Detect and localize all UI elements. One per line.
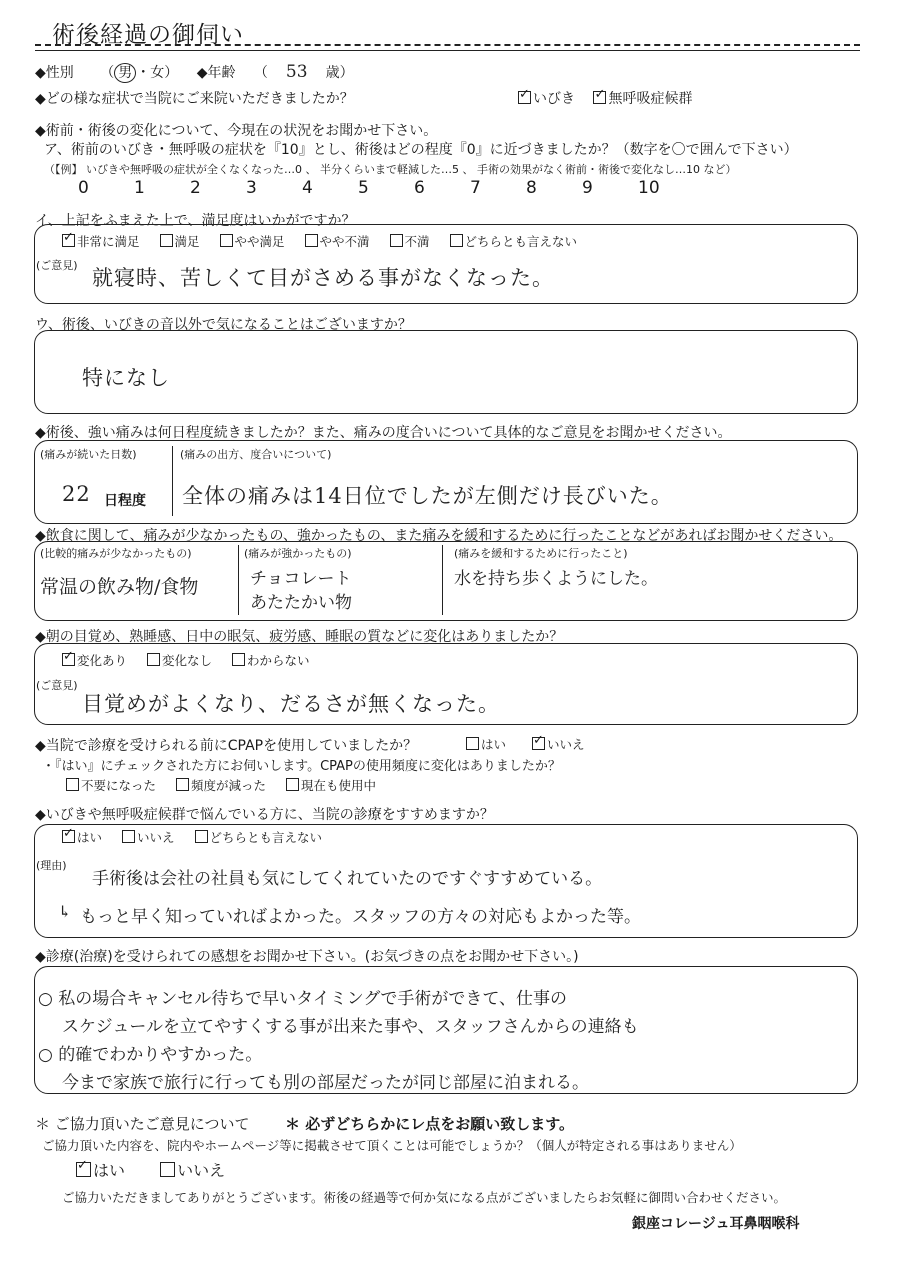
- age-value[interactable]: 53: [285, 62, 308, 82]
- scale-5[interactable]: 5: [358, 178, 369, 198]
- option-recommend-neutral: どちらとも言えない: [209, 830, 323, 845]
- age-unit: 歳: [325, 65, 340, 81]
- footer-consent-options: [76, 1158, 225, 1181]
- clinic-name: 銀座コレージュ耳鼻咽喉科: [632, 1216, 800, 1232]
- satisfaction-question: イ、上記をふまえた上で、満足度はいかがですか？: [35, 213, 356, 229]
- title-rule: [35, 44, 860, 51]
- footer-note-1: ＊ ご協力頂いたご意見について: [35, 1115, 250, 1133]
- option-somewhat-satisfied: やや満足: [234, 234, 285, 249]
- scale-8[interactable]: 8: [526, 178, 537, 198]
- morning-opinion-label: (ご意見): [36, 679, 78, 692]
- checkbox-cpap-yes[interactable]: [466, 737, 479, 750]
- consent-no-label: いいえ: [177, 1161, 226, 1180]
- food-col3-label: (痛みを緩和するために行ったこと): [454, 547, 628, 560]
- option-changed: 変化あり: [77, 653, 128, 668]
- pain-degree-answer[interactable]: 全体の痛みは14日位でしたが左側だけ長びいた。: [182, 484, 673, 508]
- cpap-sub-options: [66, 776, 376, 794]
- checkbox-consent-yes[interactable]: [76, 1162, 91, 1177]
- checkbox-recommend-yes[interactable]: [62, 830, 75, 843]
- pain-days-label: (痛みが続いた日数): [40, 448, 137, 461]
- checkbox-somewhat-satisfied[interactable]: [220, 234, 233, 247]
- checkbox-recommend-neutral[interactable]: [195, 830, 208, 843]
- scale-3[interactable]: 3: [246, 178, 257, 198]
- impression-line-1[interactable]: ○ 私の場合キャンセル待ちで早いタイミングで手術ができて、仕事の: [38, 989, 568, 1009]
- checkbox-consent-no[interactable]: [160, 1162, 175, 1177]
- symptoms-question: ◆どの様な症状で当院にご来院いただきましたか？: [35, 91, 354, 107]
- option-neutral: どちらとも言えない: [464, 234, 578, 249]
- age-label: ◆年齢: [196, 65, 236, 81]
- scale-9[interactable]: 9: [582, 178, 593, 198]
- satisfaction-answer[interactable]: 就寝時、苦しくて目がさめる事がなくなった。: [92, 266, 554, 290]
- food-col2-answer-1[interactable]: チョコレート: [250, 569, 352, 589]
- checkbox-neutral[interactable]: [450, 234, 463, 247]
- option-reduced: 頻度が減った: [191, 778, 267, 793]
- checkbox-very-satisfied[interactable]: [62, 234, 75, 247]
- gender-label: ◆性別: [35, 65, 74, 81]
- consent-yes-label: はい: [93, 1161, 126, 1180]
- footer-thanks: ご協力いただきましてありがとうございます。術後の経過等で何か気になる点がございましたらお気軽に御問い合わせください。: [62, 1190, 787, 1205]
- checkbox-no-change[interactable]: [147, 653, 160, 666]
- checkbox-satisfied[interactable]: [160, 234, 173, 247]
- cpap-subquestion: ・『はい』にチェックされた方にお伺いします。CPAPの使用頻度に変化はありましたか？: [42, 759, 561, 774]
- symptoms-options: [518, 88, 692, 108]
- other-answer[interactable]: 特になし: [82, 366, 170, 390]
- checkbox-snoring[interactable]: [518, 91, 531, 104]
- option-recommend-yes: はい: [77, 830, 103, 845]
- footer-note-2: ＊ 必ずどちらかにレ点をお願い致します。: [285, 1115, 575, 1133]
- pain-question: ◆術後、強い痛みは何日程度続きましたか？また、痛みの度合いについて具体的なご意見をお聞かせください。: [35, 425, 732, 441]
- food-divider-2: [442, 545, 443, 615]
- scale-2[interactable]: 2: [190, 178, 201, 198]
- food-divider-1: [238, 545, 239, 615]
- checkbox-somewhat-dissatisfied[interactable]: [305, 234, 318, 247]
- gender-male-option[interactable]: 男: [114, 63, 136, 83]
- change-example: （【例】 いびきや無呼吸の症状が全くなくなった…0 、 半分くらいまで軽減した…5 、 手術の効果がなく術前・術後で変化なし…10 など）: [44, 163, 737, 176]
- checkbox-recommend-no[interactable]: [122, 830, 135, 843]
- food-col1-label: (比較的痛みが少なかったもの): [40, 547, 192, 560]
- scale-6[interactable]: 6: [414, 178, 425, 198]
- cpap-question: ◆当院で診療を受けられる前にCPAPを使用していましたか？: [35, 738, 418, 754]
- food-question: ◆飲食に関して、痛みが少なかったもの、強かったもの、また痛みを緩和するために行ったことなどがあればお聞かせください。: [35, 528, 843, 544]
- checkbox-changed[interactable]: [62, 653, 75, 666]
- checkbox-reduced[interactable]: [176, 778, 189, 791]
- checkbox-still-using[interactable]: [286, 778, 299, 791]
- scale-10[interactable]: 10: [638, 178, 660, 198]
- food-col2-answer-2[interactable]: あたたかい物: [250, 593, 352, 613]
- gender-row: ◆性別 （ 男 ・女） ◆年齢 （ 53 歳）: [35, 62, 354, 82]
- option-still-using: 現在も使用中: [301, 778, 377, 793]
- recommend-answer-1[interactable]: 手術後は会社の社員も気にしてくれていたのですぐすすめている。: [92, 869, 603, 889]
- satisfaction-opinion-label: (ご意見): [36, 259, 78, 272]
- change-subquestion: ア、術前のいびき・無呼吸の症状を『10』とし、術後はどの程度『0』に近づきましたか？（数字を〇で囲んで下さい）: [44, 142, 798, 158]
- option-recommend-no: いいえ: [137, 830, 175, 845]
- symptom-apnea-label: 無呼吸症候群: [608, 91, 693, 107]
- impression-question: ◆診療(治療)を受けられての感想をお聞かせ下さい。(お気づきの点をお聞かせ下さい。): [35, 949, 579, 965]
- option-somewhat-dissatisfied: やや不満: [319, 234, 370, 249]
- impression-line-4[interactable]: 今まで家族で旅行に行っても別の部屋だったが同じ部屋に泊まれる。: [62, 1073, 589, 1093]
- checkbox-unknown[interactable]: [232, 653, 245, 666]
- pain-days-unit: 日程度: [104, 493, 146, 509]
- food-col1-answer[interactable]: 常温の飲み物/食物: [40, 576, 199, 598]
- scale-1[interactable]: 1: [134, 178, 145, 198]
- morning-question: ◆朝の目覚め、熟睡感、日中の眠気、疲労感、睡眠の質などに変化はありましたか？: [35, 629, 564, 645]
- option-very-satisfied: 非常に満足: [77, 234, 140, 249]
- pain-divider: [172, 446, 173, 516]
- recommend-question: ◆いびきや無呼吸症候群で悩んでいる方に、当院の診療をすすめますか？: [35, 807, 494, 823]
- gender-sep: ・: [136, 65, 151, 81]
- checkbox-dissatisfied[interactable]: [390, 234, 403, 247]
- pain-degree-label: (痛みの出方、度合いについて): [180, 448, 332, 461]
- cpap-no-label: いいえ: [547, 737, 585, 752]
- scale-row: [78, 178, 694, 198]
- other-question: ウ、術後、いびきの音以外で気になることはございますか？: [35, 317, 412, 333]
- morning-answer[interactable]: 目覚めがよくなり、だるさが無くなった。: [82, 692, 500, 716]
- satisfaction-options: [62, 232, 577, 250]
- page-title: 術後経過の御伺い: [52, 22, 244, 48]
- scale-0[interactable]: 0: [78, 178, 89, 198]
- checkbox-apnea[interactable]: [593, 91, 606, 104]
- scale-4[interactable]: 4: [302, 178, 313, 198]
- option-dissatisfied: 不満: [404, 234, 430, 249]
- food-col2-label: (痛みが強かったもの): [244, 547, 352, 560]
- food-col3-answer[interactable]: 水を持ち歩くようにした。: [454, 569, 658, 589]
- option-unnecessary: 不要になった: [81, 778, 157, 793]
- cpap-yes-label: はい: [481, 737, 507, 752]
- scale-7[interactable]: 7: [470, 178, 481, 198]
- pain-days-value[interactable]: 22: [62, 482, 91, 506]
- symptom-snoring-label: いびき: [533, 91, 575, 107]
- recommend-reason-label: (理由): [36, 859, 67, 872]
- impression-line-3[interactable]: ○ 的確でわかりやすかった。: [38, 1045, 263, 1065]
- footer-consent: ご協力頂いた内容を、院内やホームページ等に掲載させて頂くことは可能でしょうか？（個人が特定される事はありません）: [42, 1138, 742, 1153]
- arrow-icon: ↳: [58, 902, 72, 921]
- option-no-change: 変化なし: [162, 653, 213, 668]
- checkbox-unnecessary[interactable]: [66, 778, 79, 791]
- morning-options: [62, 651, 310, 669]
- cpap-options: [466, 735, 585, 753]
- change-question: ◆術前・術後の変化について、今現在の状況をお聞かせ下さい。: [35, 123, 438, 139]
- recommend-options: [62, 828, 322, 846]
- gender-female-option[interactable]: 女: [150, 65, 165, 81]
- option-unknown: わからない: [247, 653, 310, 668]
- option-satisfied: 満足: [174, 234, 200, 249]
- recommend-answer-2[interactable]: もっと早く知っていればよかった。スタッフの方々の対応もよかった等。: [80, 907, 641, 927]
- impression-line-2[interactable]: スケジュールを立てやすくする事が出来た事や、スタッフさんからの連絡も: [62, 1017, 639, 1037]
- checkbox-cpap-no[interactable]: [532, 737, 545, 750]
